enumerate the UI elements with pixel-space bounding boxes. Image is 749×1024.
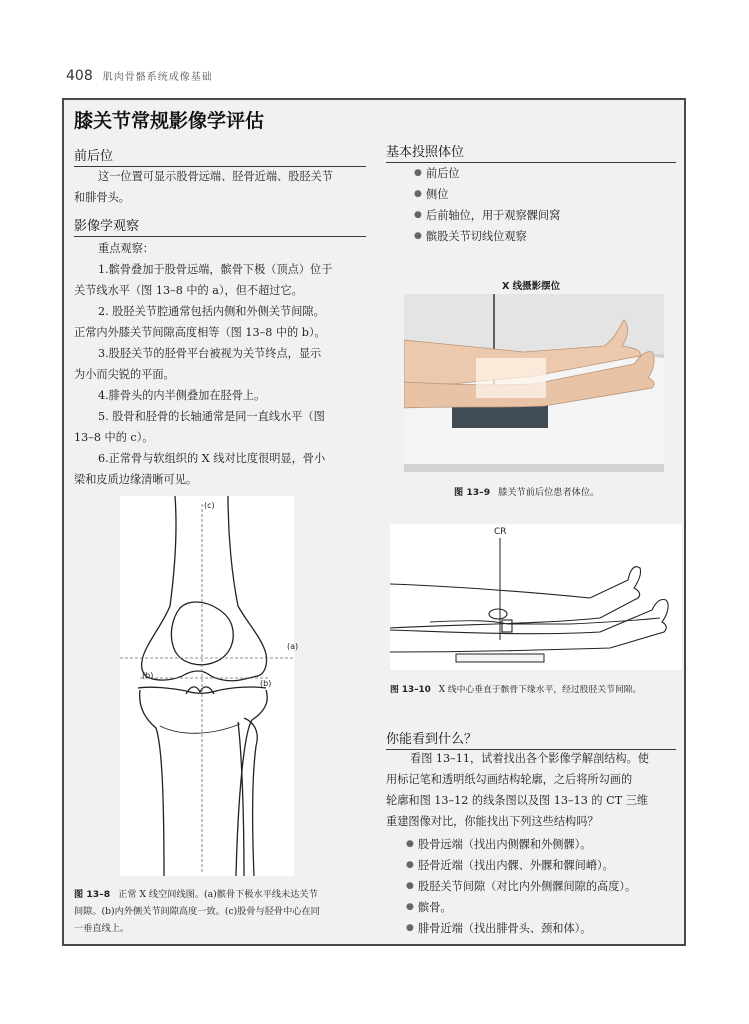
label-c: (c) [204,501,215,510]
knee-sleeve [476,358,546,398]
fig9-caption-text: 膝关节前后位患者体位。 [498,487,600,498]
knee-line-drawing [120,496,294,876]
obs-line: 6.正常骨与软组织的 X 线对比度很明显，骨小 [98,452,326,465]
label-b-right: (b) [260,679,272,688]
central-ray-svg [390,524,682,670]
detector-plate [456,654,544,662]
structures-item: ● 胫骨近端（找出内髁、外髁和髁间嵴）。 [406,855,682,876]
positioning-photo [404,294,664,472]
leg-outline-upper [390,567,641,628]
knee-drawing-svg [120,496,294,876]
tibia-lateral-outline [236,690,267,876]
label-b-left: (b) [142,671,154,680]
fig8-caption-line: 正常 X 线空间线图。(a)髌骨下极水平线未达关节 [118,889,318,900]
positions-item: ● 髌股关节切线位观察 [414,226,674,247]
obs-text [74,238,369,490]
fig8-caption-line: 一垂直线上。 [74,923,130,934]
see-text-line: 重建图像对比，你能找出下列这些结构吗？ [386,815,599,828]
ap-text-line: 和腓骨头。 [74,191,130,204]
obs-line: 13–8 中的 c）。 [74,431,154,444]
positions-heading: 基本投照体位 [386,141,676,163]
positions-item: ● 前后位 [414,163,674,184]
obs-line: 2. 股胫关节腔通常包括内侧和外侧关节间隙。 [98,305,325,318]
ap-heading: 前后位 [74,145,366,167]
label-a: (a) [287,642,299,651]
see-text-line: 看图 13–11，试着找出各个影像学解剖结构。使 [410,752,649,765]
femoral-condyles [150,671,258,681]
obs-line: 为小而尖锐的平面。 [74,368,175,381]
knee-joint-outline [502,620,512,632]
obs-line: 梁和皮质边缘清晰可见。 [74,473,198,486]
obs-line: 重点观察： [98,242,154,255]
bone-outline-femur-tibia [430,618,660,624]
fig10-caption [390,682,686,699]
fig8-number: 图 13–8 [74,889,111,900]
obs-line: 正常内外膝关节间隙高度相等（图 13–8 中的 b）。 [74,326,326,339]
tibia-medial-outline [140,690,164,876]
page-number: 408 [66,68,93,84]
obs-line: 关节线水平（图 13–8 中的 a），但不超过它。 [74,284,303,297]
fig8-caption-line: 间隙。(b)内外侧关节间隙高度一致。(c)股骨与胫骨中心在同 [74,906,320,917]
positions-item: ● 后前轴位，用于观察髁间窝 [414,205,674,226]
see-text [386,748,682,832]
positions-list [414,163,674,247]
cr-label: CR [494,527,507,537]
see-text-line: 轮廓和图 13–12 的线条图以及图 13–13 的 CT 三维 [386,794,649,807]
fig8-caption [74,886,374,937]
positions-item: ● 侧位 [414,184,674,205]
fig10-caption-text: X 线中心垂直于髌骨下缘水平，经过股胫关节间隙。 [438,685,642,695]
femur-lateral-outline [228,496,267,676]
structures-item: ● 股胫关节间隙（对比内外侧髁间隙的高度）。 [406,876,682,897]
structures-item: ● 股骨远端（找出内侧髁和外侧髁）。 [406,834,682,855]
structures-list [406,834,682,939]
running-head: 肌肉骨骼系统成像基础 [102,72,213,83]
obs-line: 5. 股骨和胫骨的长轴通常是同一直线水平（图 [98,410,325,423]
patella-outline [489,609,507,619]
fig9-caption [454,484,674,501]
structures-item: ● 腓骨近端（找出腓骨头、颈和体）。 [406,918,682,939]
obs-line: 4.腓骨头的内半侧叠加在胫骨上。 [98,389,266,402]
page-header [66,68,213,84]
obs-heading: 影像学观察 [74,215,366,237]
fig10-number: 图 13–10 [390,685,431,695]
tibial-epiphyseal-line [160,724,240,733]
see-heading: 你能看到什么？ [386,728,676,750]
content-panel [62,98,686,946]
panel-title: 膝关节常规影像学评估 [74,110,265,132]
structures-item: ● 髌骨。 [406,897,682,918]
photo-title: X 线摄影摆位 [502,281,561,292]
positioning-photo-svg [404,294,664,472]
central-ray-drawing [390,524,682,670]
femur-medial-outline [142,496,176,678]
ap-text-line: 这一位置可显示股骨远端、胫骨近端、股胫关节 [98,170,333,183]
obs-line: 3.股胫关节的胫骨平台被视为关节终点，显示 [98,347,322,360]
see-text-line: 用标记笔和透明纸勾画结构轮廓，之后将所勾画的 [386,773,633,786]
ap-text [74,166,369,208]
obs-line: 1.髌骨叠加于股骨远端，髌骨下极（顶点）位于 [98,263,333,276]
fig9-number: 图 13–9 [454,487,491,498]
